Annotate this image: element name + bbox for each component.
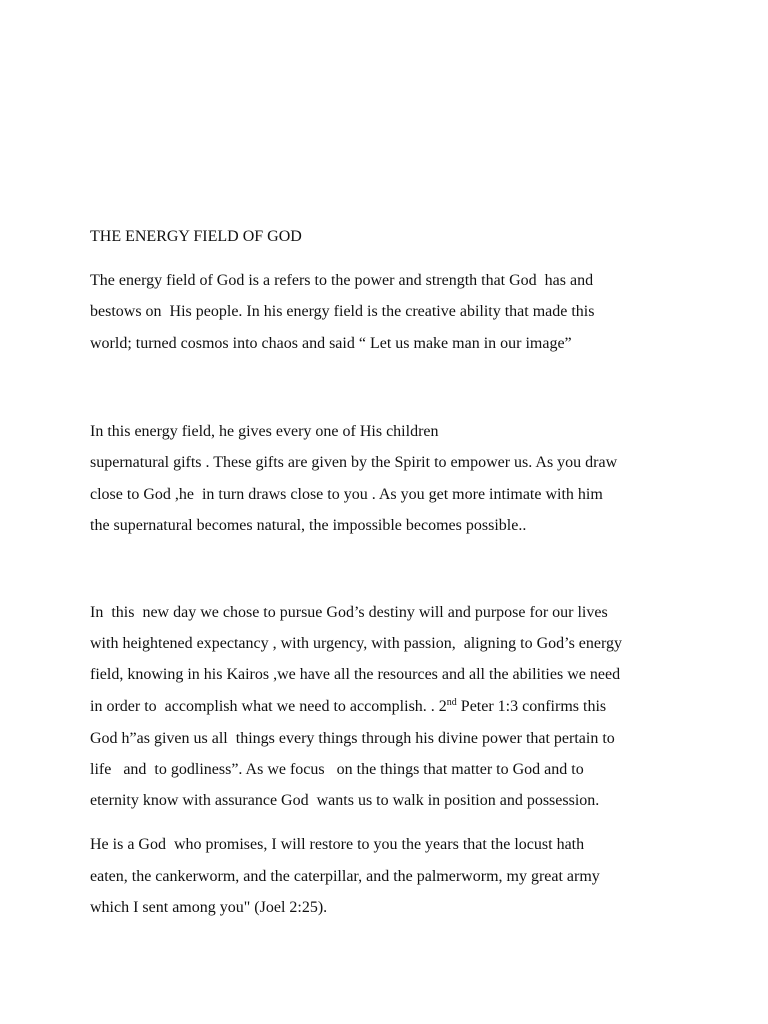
paragraph-1-line-1: The energy field of God is a refers to the power and strength that God has and xyxy=(90,272,594,289)
paragraph-3-line-6: life and to godliness”. As we focus on the things that matter to God and to xyxy=(90,761,584,778)
line-text-after: Peter 1:3 confirms this xyxy=(456,698,607,715)
ordinal-superscript: nd xyxy=(446,697,457,708)
paragraph-2-line-4: the supernatural becomes natural, the impossible becomes possible.. xyxy=(90,517,527,534)
paragraph-3-line-4 xyxy=(90,697,606,717)
paragraph-2-line-1: In this energy field, he gives every one of His children xyxy=(90,423,439,440)
paragraph-3-line-3: field, knowing in his Kairos ,we have all the resources and all the abilities we need xyxy=(90,666,621,683)
paragraph-2-line-2: supernatural gifts . These gifts are given by the Spirit to empower us. As you draw xyxy=(90,454,618,471)
paragraph-4-line-2: eaten, the cankerworm, and the caterpillar, and the palmerworm, my great army xyxy=(90,868,600,885)
paragraph-3-line-5: God h”as given us all things every things through his divine power that pertain to xyxy=(90,730,615,747)
line-text-before: in order to accomplish what we need to accomplish. . 2 xyxy=(90,698,447,715)
paragraph-1-line-3: world; turned cosmos into chaos and said “ Let us make man in our image” xyxy=(90,335,572,352)
paragraph-4-line-1: He is a God who promises, I will restore to you the years that the locust hath xyxy=(90,836,585,853)
paragraph-3-line-1: In this new day we chose to pursue God’s destiny will and purpose for our lives xyxy=(90,604,608,621)
document-title: THE ENERGY FIELD OF GOD xyxy=(90,228,302,245)
paragraph-1-line-2: bestows on His people. In his energy field is the creative ability that made this xyxy=(90,303,595,320)
paragraph-2-line-3: close to God ,he in turn draws close to you . As you get more intimate with him xyxy=(90,486,603,503)
paragraph-4-line-3: which I sent among you" (Joel 2:25). xyxy=(90,899,328,916)
paragraph-3-line-7: eternity know with assurance God wants us to walk in position and possession. xyxy=(90,792,600,809)
paragraph-3-line-2: with heightened expectancy , with urgency, with passion, aligning to God’s energy xyxy=(90,635,623,652)
